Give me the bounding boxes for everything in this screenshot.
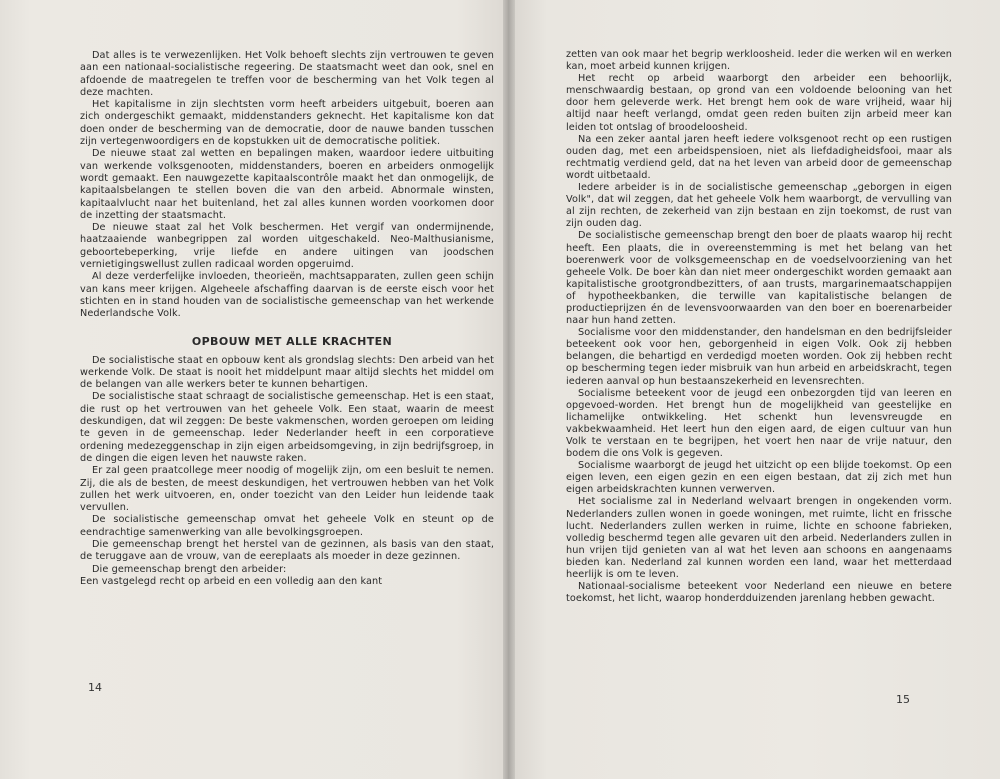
right-paragraph-7: Socialisme beteekent voor de jeugd een onbezorgden tijd van leeren en opgevoed-worden. Het brengt hun de mogelijkheid van geestelijke en lichamelijke ontwikkeling. Het schenkt hun levensvreugde en vakbekwaamheid. Het leert hun den eigen aard, de eigen cultuur van hun Volk te verstaan en te begrijpen, het voert hen naar de vrije natuur, den bodem die ons Volk is gegeven. <box>566 387 952 460</box>
left-paragraph-11: Die gemeenschap brengt den arbeider: <box>92 563 287 575</box>
right-paragraph-2: Het recht op arbeid waarborgt den arbeider een behoorlijk, menschwaardig bestaan, op grond van een voldoende belooning van het door hem geleverde werk. Het brengt hem ook de ware vrijheid, waar hij altijd naar heeft verlangd, omdat geen reden buiten zijn arbeid meer kan leiden tot ontslag of broodeloosheid. <box>566 73 952 133</box>
right-paragraph-1: zetten van ook maar het begrip werkloosheid. Ieder die werken wil en werken kan, moet arbeid kunnen krijgen. <box>566 49 952 73</box>
left-paragraph-12: Een vastgelegd recht op arbeid en een volledig aan den kant <box>80 575 383 587</box>
right-paragraph-10: Nationaal-socialisme beteekent voor Nederland een nieuwe en betere toekomst, het licht, waarop honderdduizenden jarenlang hebben gewacht. <box>566 581 952 605</box>
right-paragraph-4: Iedere arbeider is in de socialistische gemeenschap „geborgen in eigen Volk", dat wil zeggen, dat het geheele Volk hem waarborgt, de vervulling van al zijn rechten, de zekerheid van zijn bestaan en zijn toekomst, de rust van zijn ouden dag. <box>566 182 952 230</box>
left-paragraph-9: De socialistische gemeenschap omvat het geheele Volk en steunt op de eendrachtige samenwerking van alle bevolkingsgroepen. <box>80 514 494 538</box>
page-number-left: 14 <box>88 681 102 694</box>
left-paragraph-1: Dat alles is te verwezenlijken. Het Volk behoeft slechts zijn vertrouwen te geven aan een nationaal-socialistische regeering. De staatsmacht weet dan ook, snel en afdoende de maatregelen te treffen voor de bescherming van het Volk tegen al deze machten. <box>80 50 494 98</box>
left-paragraph-5: Al deze verderfelijke invloeden, theorieën, machtsapparaten, zullen geen schijn van kans meer krijgen. Algeheele afschaffing daarvan is de eerste eisch voor het stichten en in stand houden van de socialistische gemeenschap van het werkende Nederlandsche Volk. <box>80 271 494 320</box>
left-paragraph-7: De socialistische staat schraagt de socialistische gemeenschap. Het is een staat, die rust op het vertrouwen van het geheele Volk. Een staat, waarin de meest deskundigen, dat wil zeggen: De beste vakmenschen, worden geroepen om leiding te geven in de gemeenschap. Ieder Nederlander heeft in een corporatieve ordening medezeggenschap in zijn eigen arbeidsomgeving, in zijn bedrijfsgroep, in de dingen die eigen leven het nauwste raken. <box>80 391 494 464</box>
left-paragraph-3: De nieuwe staat zal wetten en bepalingen maken, waardoor iedere uitbuiting van werkende volksgenooten, middenstanders, boeren en arbeiders onmogelijk wordt gemaakt. Een nauwgezette kapitaalscontrôle maakt het dan onmogelijk, de kapitaalsbelangen te stellen boven die van den arbeid. Abnormale winsten, kapitaalvlucht naar het buitenland, het zal alles kunnen worden voorkomen door de inzetting der staatsmacht. <box>80 148 494 221</box>
right-paragraph-6: Socialisme voor den middenstander, den handelsman en den bedrijfsleider beteekent ook voor hen, geborgenheid in eigen Volk. Ook zij hebben belangen, die behartigd en verdedigd moeten worden. Ook zij hebben recht op bescherming tegen ieder misbruik van hun arbeid en arbeidskracht, tegen iederen aanval op hun bestaanszekerheid en levensrechten. <box>566 327 952 387</box>
right-paragraph-9: Het socialisme zal in Nederland welvaart brengen in ongekenden vorm. Nederlanders zullen wonen in goede woningen, met ruimte, licht en frissche lucht. Nederlanders zullen werken in ruime, lichte en schoone fabrieken, volledig beschermd tegen alle gevaren uit den arbeid. Nederlanders zullen in hun vrijen tijd genieten van al wat het leven aan schoons en aangenaams bieden kan. Nederland zal kunnen worden een land, waar het metterdaad heerlijk is om te leven. <box>566 496 952 581</box>
right-paragraph-3: Na een zeker aantal jaren heeft iedere volksgenoot recht op een rustigen ouden dag, met een arbeidspensioen, niet als liefdadigheidsfooi, maar als rechtmatig verdiend geld, dat na het leven van arbeid door de gemeenschap wordt uitbetaald. <box>566 133 952 181</box>
section-heading: OPBOUW MET ALLE KRACHTEN <box>191 334 393 348</box>
left-paragraph-6: De socialistische staat en opbouw kent als grondslag slechts: Den arbeid van het werkende Volk. De staat is nooit het middelpunt maar altijd slechts het middel om de belangen van alle werkers beter te kunnen behartigen. <box>80 354 494 391</box>
right-paragraph-5: De socialistische gemeenschap brengt den boer de plaats waarop hij recht heeft. Een plaats, die in overeenstemming is met het belang van het boerenwerk voor de volksgemeenschap en de voedselvoorziening van het geheele Volk. De boer kàn dan niet meer ondergeschikt worden gemaakt aan kapitalistische grootgrondbezitters, of aan trusts, margarinemaatschappijen of hypotheekbanken, die terwille van kapitalistische belangen de productieprijzen én de levensvoorwaarden van den boer en boerenarbeider naar hun hand zetten. <box>566 230 952 327</box>
right-paragraph-8: Socialisme waarborgt de jeugd het uitzicht op een blijde toekomst. Op een eigen leven, een eigen gezin en een eigen bestaan, dat zij zich met hun eigen arbeidskrachten kunnen verwerven. <box>566 460 952 496</box>
left-paragraph-2: Het kapitalisme in zijn slechtsten vorm heeft arbeiders uitgebuit, boeren aan zich ondergeschikt gemaakt, middenstanders geknecht. Het kapitalisme kon dat doen onder de bescherming van de democratie, door de nauwe banden tusschen zijn vertegenwoordigers en de kopstukken uit de democratische politiek. <box>80 99 494 148</box>
page-number-right: 15 <box>896 693 910 706</box>
right-page <box>508 0 1000 779</box>
left-paragraph-8: Er zal geen praatcollege meer noodig of mogelijk zijn, om een besluit te nemen. Zij, die als de besten, de meest deskundigen, het vertrouwen hebben van het Volk zullen het werk uitvoeren, en, onder toezicht van den Leider hun leidende taak vervullen. <box>80 465 494 514</box>
left-paragraph-4: De nieuwe staat zal het Volk beschermen. Het vergif van ondermijnende, haatzaaiende wanbegrippen zal worden uitgeschakeld. Neo-Malthusianisme, geboortebeperking, vrije liefde en andere uitingen van joodschen vernietigingswellust zullen radicaal worden opgeruimd. <box>80 222 494 271</box>
left-paragraph-10: Die gemeenschap brengt het herstel van de gezinnen, als basis van den staat, de teruggave aan de vrouw, van de eereplaats als moeder in deze gezinnen. <box>80 538 494 563</box>
book-gutter <box>503 0 515 779</box>
